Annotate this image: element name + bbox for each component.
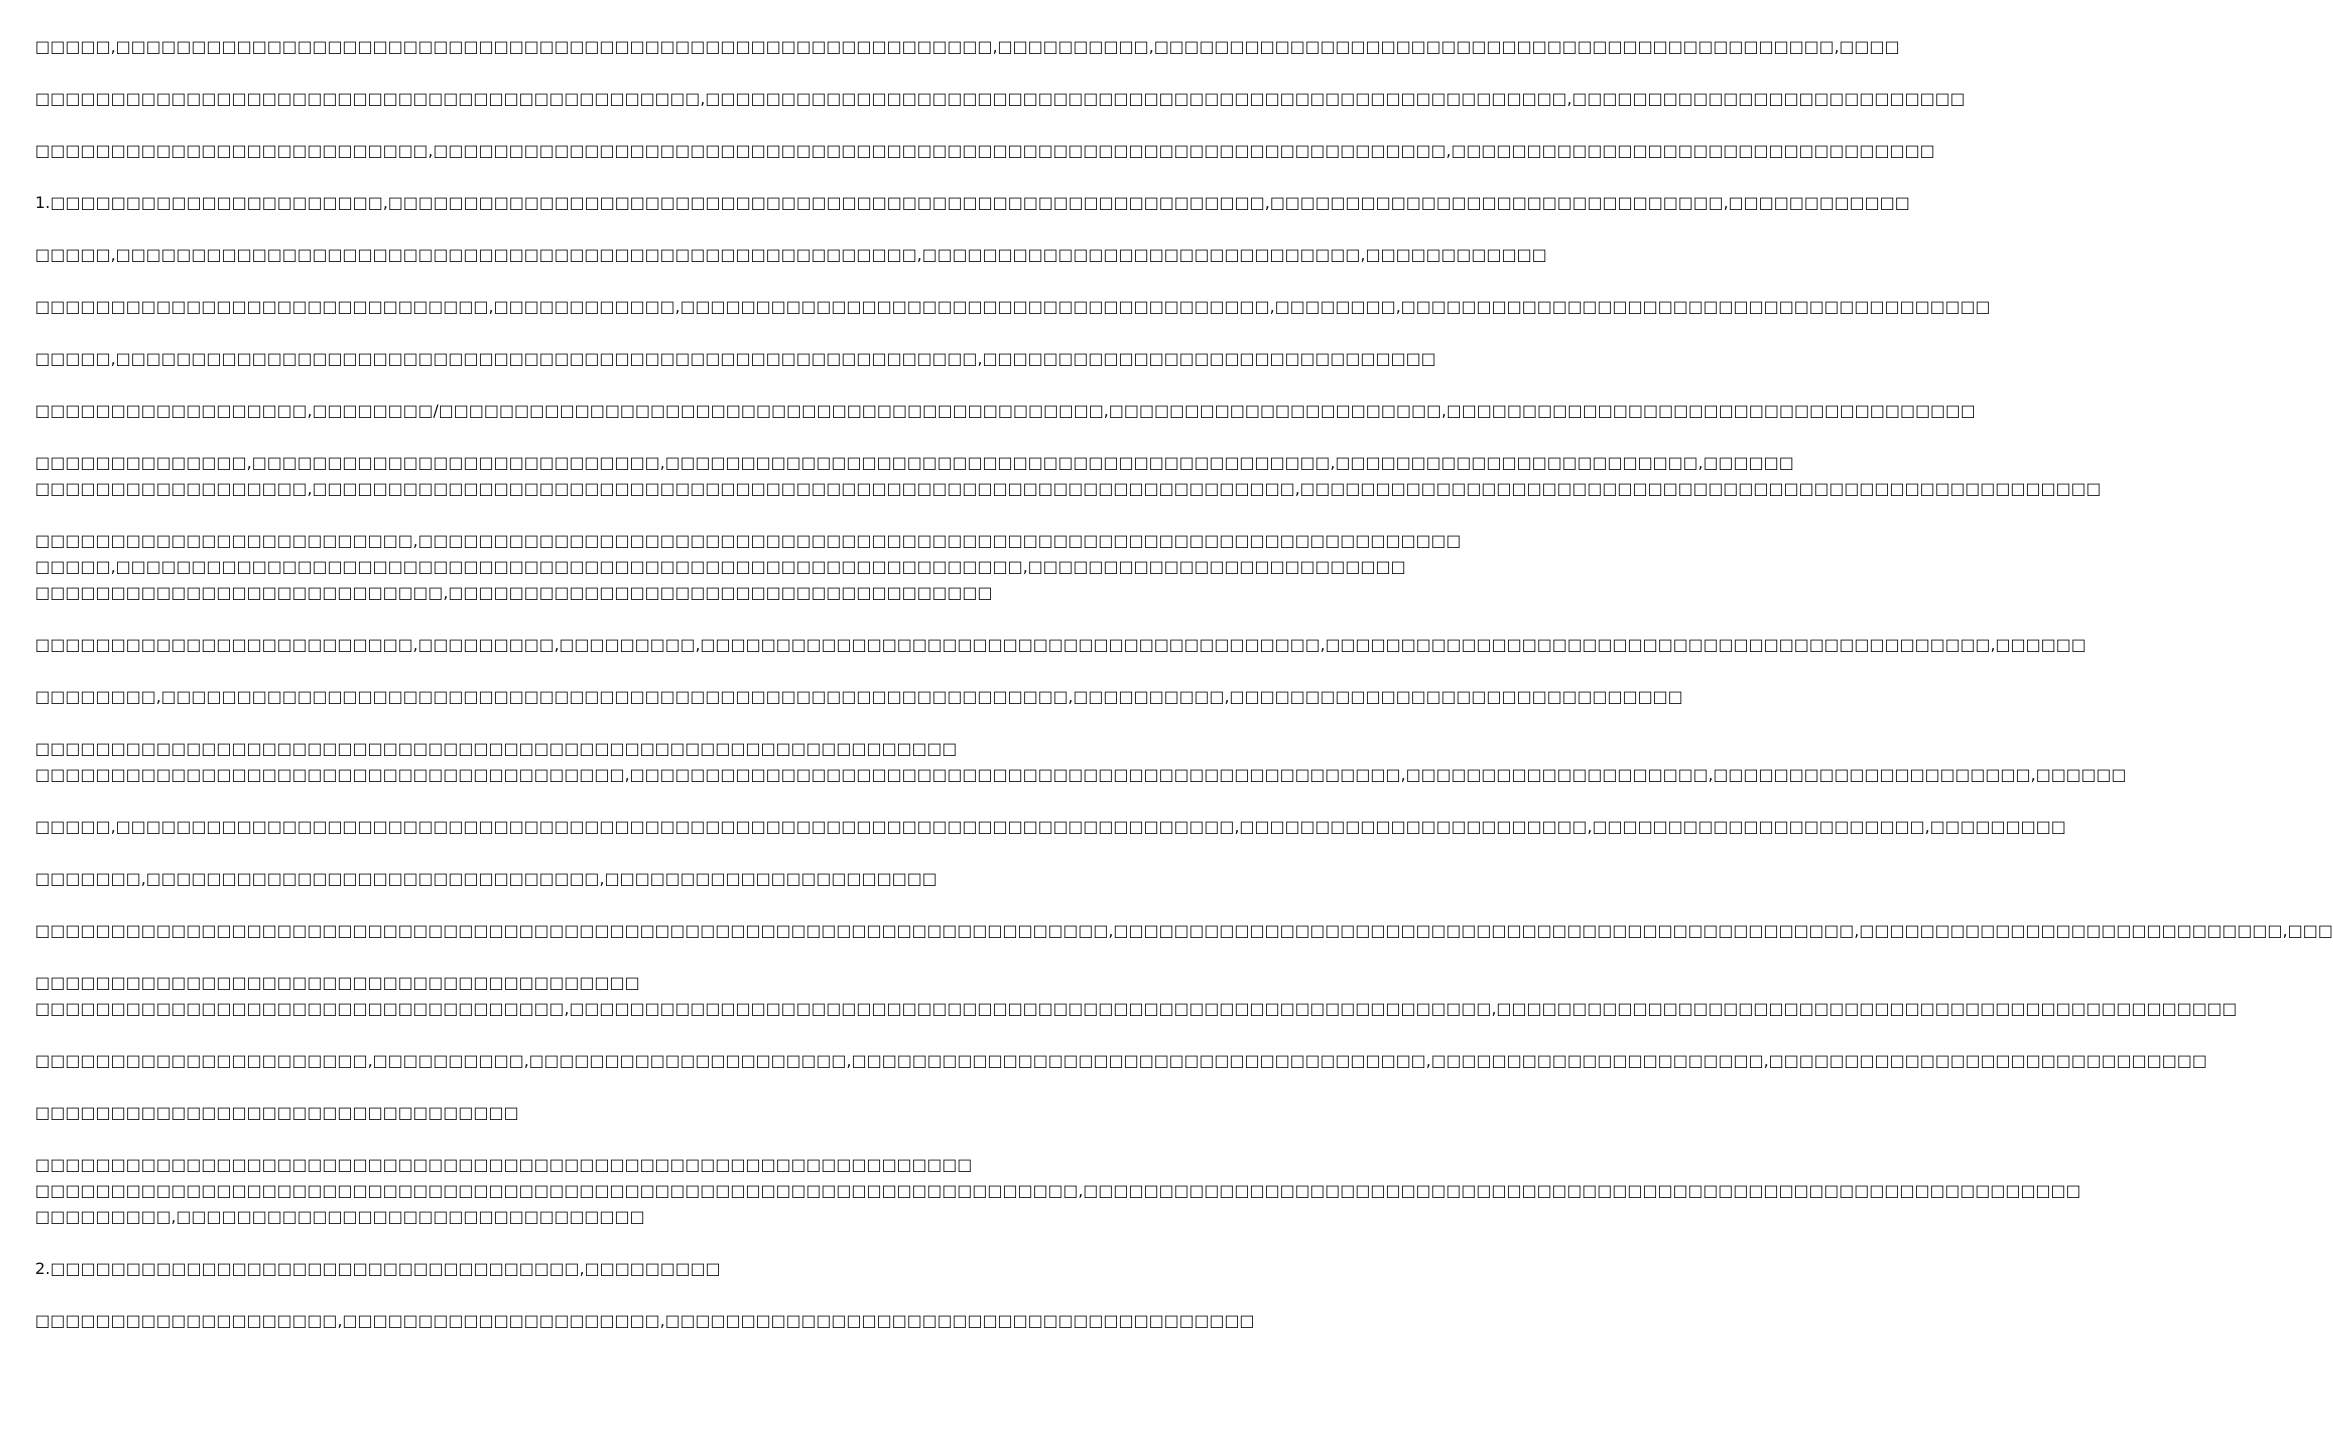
text-line: 2.□□□□□□□□□□□□□□□□□□□□□□□□□□□□□□□□□□□,□□□□□□□□□: [35, 1259, 721, 1278]
text-line: □□□□□,□□□□□□□□□□□□□□□□□□□□□□□□□□□□□□□□□□□□□□□□□□□□□□□□□□□□□□□□□,□□□□□□□□□□□□□□□□□□□□□□□□□□□□□□: [35, 349, 1436, 368]
text-line: □□□□□□□□,□□□□□□□□□□□□□□□□□□□□□□□□□□□□□□□□□□□□□□□□□□□□□□□□□□□□□□□□□□□□,□□□□□□□□□□,□□□□□□□□□□□□□□□□□□□□□□□□□□□□□□: [35, 687, 1683, 706]
text-line: □□□□□,□□□□□□□□□□□□□□□□□□□□□□□□□□□□□□□□□□□□□□□□□□□□□□□□□□□□□□□□□□,□□□□□□□□□□,□□□□□□□□□□□□□□□□□□□□□□□□□□□□□□□□□□□□□□□□□□□□□,□□□□: [35, 37, 1900, 56]
text-line: □□□□□□□□□□□□□□□□□□□□□□□□□□,□□□□□□□□□□□□□□□□□□□□□□□□□□□□□□□□□□□□□□□□□□□□□□□□□□□□□□□□□□□□□□□□□□□,□□□□□□□□□□□□□□□□□□□□□□□□□□□□□□□□: [35, 141, 1935, 160]
text-line: □□□□□□□□□□□□□□□□□□□□□□□□□□□□□□,□□□□□□□□□□□□,□□□□□□□□□□□□□□□□□□□□□□□□□□□□□□□□□□□□□□□,□□□□□□□□,□□□□□□□□□□□□□□□□□□□□□□□□□□□□□□□□□□□□□□□: [35, 297, 1991, 316]
document-body: [35, 34, 2333, 1334]
text-line: □□□□□□□□□□□□□□□□□□□□□□□□□□□□□□□□□□□□□□□□□□□□□□□□□□□□□□□□□□□□□□□□□□□□□□□,□□□□□□□□□□□□□□□□□□□□□□□□□□□□□□□□□□□□□□□□□□□□□□□□□,□□□□□□□□□□□□□□□□□□□□□□□□□□□□,□□□: [35, 921, 2333, 940]
text-line: □□□□□□□□□□□□□□□□□□□□□□□□□□□□□□□□□□□□□□□,□□□□□□□□□□□□□□□□□□□□□□□□□□□□□□□□□□□□□□□□□□□□□□□□□□□,□□□□□□□□□□□□□□□□□□□□,□□□□□□□□□□□□□□□□□□□□□,□□□□□□: [35, 765, 2127, 784]
text-line: □□□□□□□□□□□□□□□□□□□□□□□□□□□□□□□□□□□□□□□□□□□□□□□□□□□□□□□□□□□□□□□□□□□□□,□□□□□□□□□□□□□□□□□□□□□□□□□□□□□□□□□□□□□□□□□□□□□□□□□□□□□□□□□□□□□□□□□□: [35, 1181, 2081, 1200]
text-line: □□□□□□□□□□□□□□□□□□□□□□,□□□□□□□□□□,□□□□□□□□□□□□□□□□□□□□□,□□□□□□□□□□□□□□□□□□□□□□□□□□□□□□□□□□□□□□,□□□□□□□□□□□□□□□□□□□□□□,□□□□□□□□□□□□□□□□□□□□□□□□□□□□□: [35, 1051, 2208, 1070]
text-line: □□□□□□□□□□□□□□□□□□□□□□□□□□□□□□□□□□□□□□□□□□□□□□□□□□□□□□□□□□□□□□: [35, 1155, 973, 1174]
text-line: □□□□□□□□□□□□□□□□□□,□□□□□□□□/□□□□□□□□□□□□□□□□□□□□□□□□□□□□□□□□□□□□□□□□□□□□,□□□□□□□□□□□□□□□□□□□□□□,□□□□□□□□□□□□□□□□□□□□□□□□□□□□□□□□□□□: [35, 401, 1976, 420]
text-line: □□□□□□□□□□□□□□□□□□□□□□□□□,□□□□□□□□□□□□□□□□□□□□□□□□□□□□□□□□□□□□□□□□□□□□□□□□□□□□□□□□□□□□□□□□□□□□□: [35, 531, 1462, 550]
text-line: □□□□□□□□□□□□□□□□□□,□□□□□□□□□□□□□□□□□□□□□□□□□□□□□□□□□□□□□□□□□□□□□□□□□□□□□□□□□□□□□□□□□,□□□□□□□□□□□□□□□□□□□□□□□□□□□□□□□□□□□□□□□□□□□□□□□□□□□□□: [35, 479, 2102, 498]
text-line: □□□□□□□□□□□□□□□□□□□□□□□□□□□□□□□□□□□,□□□□□□□□□□□□□□□□□□□□□□□□□□□□□□□□□□□□□□□□□□□□□□□□□□□□□□□□□□□□□,□□□□□□□□□□□□□□□□□□□□□□□□□□□□□□□□□□□□□□□□□□□□□□□□□: [35, 999, 2238, 1018]
text-line: □□□□□,□□□□□□□□□□□□□□□□□□□□□□□□□□□□□□□□□□□□□□□□□□□□□□□□□□□□□,□□□□□□□□□□□□□□□□□□□□□□□□□□□□□,□□□□□□□□□□□□: [35, 245, 1547, 264]
text-line: □□□□□□□□□□□□□□,□□□□□□□□□□□□□□□□□□□□□□□□□□□,□□□□□□□□□□□□□□□□□□□□□□□□□□□□□□□□□□□□□□□□□□□□,□□□□□□□□□□□□□□□□□□□□□□□□,□□□□□□: [35, 453, 1794, 472]
text-line: □□□□□,□□□□□□□□□□□□□□□□□□□□□□□□□□□□□□□□□□□□□□□□□□□□□□□□□□□□□□□□□□□□,□□□□□□□□□□□□□□□□□□□□□□□□□: [35, 557, 1406, 576]
text-line: □□□□□□□□□□□□□□□□□□□□□□□□□□□□□□□□□□□□□□□□□□□□□□□□□□□□□□□□□□□□□: [35, 739, 958, 758]
text-line: □□□□□□□□□□□□□□□□□□□□,□□□□□□□□□□□□□□□□□□□□□,□□□□□□□□□□□□□□□□□□□□□□□□□□□□□□□□□□□□□□□: [35, 1311, 1255, 1330]
text-line: 1.□□□□□□□□□□□□□□□□□□□□□□,□□□□□□□□□□□□□□□□□□□□□□□□□□□□□□□□□□□□□□□□□□□□□□□□□□□□□□□□□□,□□□□□□□□□□□□□□□□□□□□□□□□□□□□□□,□□□□□□□□□□□□: [35, 193, 1910, 212]
text-line: □□□□□□□,□□□□□□□□□□□□□□□□□□□□□□□□□□□□□□,□□□□□□□□□□□□□□□□□□□□□□: [35, 869, 938, 888]
text-line: □□□□□□□□□,□□□□□□□□□□□□□□□□□□□□□□□□□□□□□□□: [35, 1207, 645, 1226]
text-line: □□□□□,□□□□□□□□□□□□□□□□□□□□□□□□□□□□□□□□□□□□□□□□□□□□□□□□□□□□□□□□□□□□□□□□□□□□□□□□□□,□□□□□□□□□□□□□□□□□□□□□□□,□□□□□□□□□□□□□□□□□□□□□□,□□□□□□□□□: [35, 817, 2066, 836]
text-line: □□□□□□□□□□□□□□□□□□□□□□□□□,□□□□□□□□□,□□□□□□□□□,□□□□□□□□□□□□□□□□□□□□□□□□□□□□□□□□□□□□□□□□□,□□□□□□□□□□□□□□□□□□□□□□□□□□□□□□□□□□□□□□□□□□□□,□□□□□□: [35, 635, 2087, 654]
text-line: □□□□□□□□□□□□□□□□□□□□□□□□□□□□□□□□□□□□□□□□□□□□,□□□□□□□□□□□□□□□□□□□□□□□□□□□□□□□□□□□□□□□□□□□□□□□□□□□□□□□□□,□□□□□□□□□□□□□□□□□□□□□□□□□□: [35, 89, 1966, 108]
text-line: □□□□□□□□□□□□□□□□□□□□□□□□□□□□□□□□: [35, 1103, 519, 1122]
text-line: □□□□□□□□□□□□□□□□□□□□□□□□□□□,□□□□□□□□□□□□□□□□□□□□□□□□□□□□□□□□□□□□: [35, 583, 993, 602]
text-line: □□□□□□□□□□□□□□□□□□□□□□□□□□□□□□□□□□□□□□□□: [35, 973, 640, 992]
